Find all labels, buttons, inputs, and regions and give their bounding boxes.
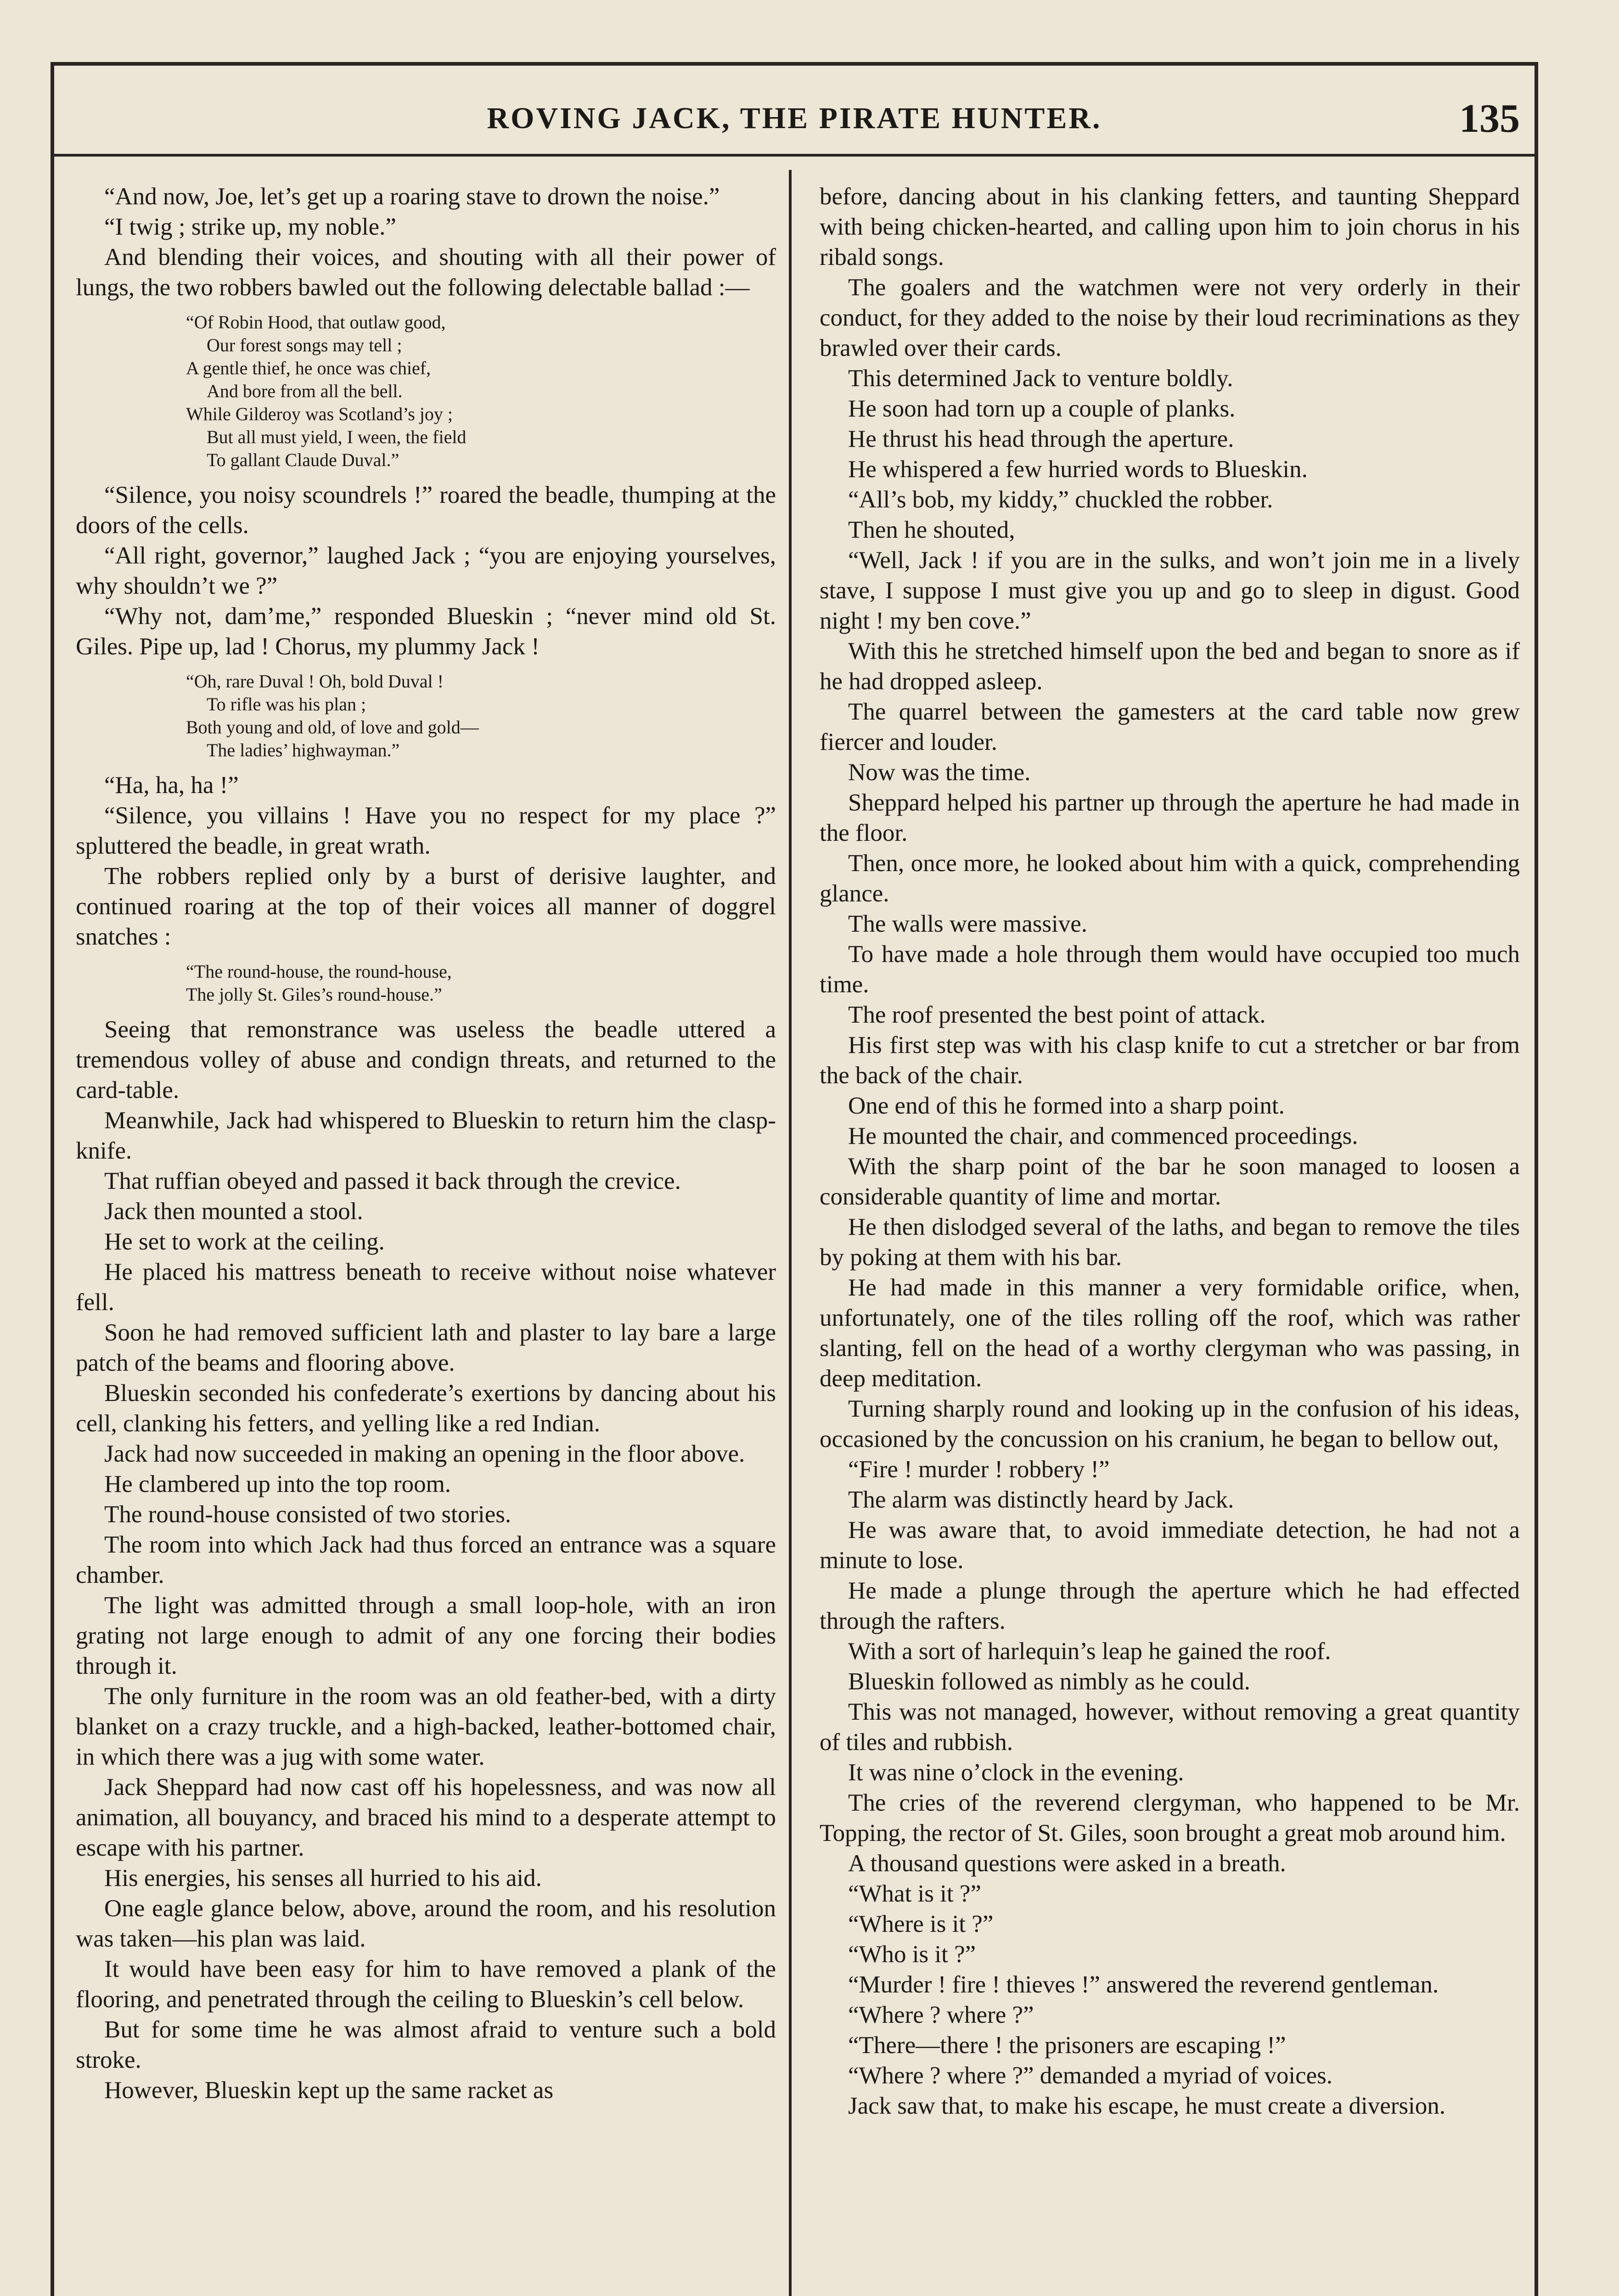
paragraph: Sheppard helped his partner up through the aperture he had made in the floor. [820,789,1520,846]
paragraph: With a sort of harlequin’s leap he gained the roof. [848,1638,1331,1665]
page-number: 135 [1459,96,1520,141]
paragraph: With this he stretched himself upon the bed and began to snore as if he had dropped asleep. [820,638,1520,695]
paragraph: The alarm was distinctly heard by Jack. [848,1486,1234,1513]
verse-line: “Oh, rare Duval ! Oh, bold Duval ! [186,671,444,692]
paragraph: His energies, his senses all hurried to his aid. [104,1865,542,1891]
paragraph: That ruffian obeyed and passed it back through the crevice. [104,1168,681,1194]
paragraph: He placed his mattress beneath to receive without noise whatever fell. [76,1259,776,1316]
paragraph: Soon he had removed sufficient lath and plaster to lay bare a large patch of the beams and flooring above. [76,1319,776,1376]
paragraph: “Silence, you villains ! Have you no respect for my place ?” spluttered the beadle, in great wrath. [76,802,776,859]
paragraph: It would have been easy for him to have removed a plank of the flooring, and penetrated through the ceiling to Blueskin’s cell below. [76,1956,776,2013]
paragraph: “All’s bob, my kiddy,” chuckled the robber. [848,486,1273,513]
paragraph: The cries of the reverend clergyman, who happened to be Mr. Topping, the rector of St. Giles, soon brought a great mob around him. [820,1790,1520,1846]
paragraph: Jack then mounted a stool. [104,1198,363,1225]
verse-line: And bore from all the bell. [207,381,403,401]
verse-line: Both young and old, of love and gold— [186,717,479,737]
paragraph: Seeing that remonstrance was useless the beadle uttered a tremendous volley of abuse and condign threats, and returned to the card-table. [76,1016,776,1103]
paragraph: He then dislodged several of the laths, and began to remove the tiles by poking at them with his bar. [820,1214,1520,1271]
paragraph: Turning sharply round and looking up in the confusion of his ideas, occasioned by the concussion on his cranium, he began to bellow out, [820,1396,1520,1452]
paragraph: His first step was with his clasp knife to cut a stretcher or bar from the back of the chair. [820,1032,1520,1089]
paragraph: He whispered a few hurried words to Blueskin. [848,456,1308,483]
running-title: ROVING JACK, THE PIRATE HUNTER. [487,101,1102,135]
paragraph: He clambered up into the top room. [104,1471,451,1497]
verse-line: Our forest songs may tell ; [207,335,402,355]
paragraph: This was not managed, however, without removing a great quantity of tiles and rubbish. [820,1699,1520,1756]
paragraph: He set to work at the ceiling. [104,1228,385,1255]
paragraph: The walls were massive. [848,911,1087,937]
paragraph: “Who is it ?” [848,1941,976,1968]
paragraph: Then he shouted, [848,517,1015,543]
paragraph: It was nine o’clock in the evening. [848,1759,1184,1786]
paragraph: He mounted the chair, and commenced proceedings. [848,1123,1358,1149]
paragraph: “Silence, you noisy scoundrels !” roared the beadle, thumping at the doors of the cells. [76,482,776,539]
verse-line: “Of Robin Hood, that outlaw good, [186,312,446,332]
paragraph: One end of this he formed into a sharp point. [848,1092,1285,1119]
paragraph: With the sharp point of the bar he soon managed to loosen a considerable quantity of lime and mortar. [820,1153,1520,1210]
paragraph: before, dancing about in his clanking fetters, and taunting Sheppard with being chicken-hearted, and calling upon him to join chorus in his ribald songs. [820,183,1520,270]
ballad-verse-3 [76,960,776,1006]
paragraph: This determined Jack to venture boldly. [848,365,1233,392]
paragraph: Jack had now succeeded in making an opening in the floor above. [104,1441,745,1467]
paragraph: Now was the time. [848,759,1031,786]
paragraph: “There—there ! the prisoners are escaping !” [848,2032,1286,2059]
paragraph: The roof presented the best point of attack. [848,1002,1266,1028]
verse-line: A gentle thief, he once was chief, [186,358,431,378]
paragraph: But for some time he was almost afraid to venture such a bold stroke. [76,2016,776,2073]
verse-line: While Gilderoy was Scotland’s joy ; [186,404,453,424]
paragraph: He was aware that, to avoid immediate detection, he had not a minute to lose. [820,1517,1520,1574]
paragraph: Then, once more, he looked about him with a quick, comprehending glance. [820,850,1520,907]
paragraph: And blending their voices, and shouting with all their power of lungs, the two robbers bawled out the following delectable ballad :— [76,244,776,301]
paragraph: “Why not, dam’me,” responded Blueskin ; “never mind old St. Giles. Pipe up, lad ! Chorus, my plummy Jack ! [76,603,776,660]
right-column [820,181,1520,2121]
paragraph: Meanwhile, Jack had whispered to Blueskin to return him the clasp-knife. [76,1107,776,1164]
paragraph: To have made a hole through them would have occupied too much time. [820,941,1520,998]
paragraph: The light was admitted through a small loop-hole, with an iron grating not large enough to admit of any one forcing their bodies through it. [76,1592,776,1679]
paragraph: He soon had torn up a couple of planks. [848,395,1236,422]
paragraph: “Ha, ha, ha !” [104,772,239,799]
paragraph: “I twig ; strike up, my noble.” [104,214,396,240]
paragraph: The round-house consisted of two stories. [104,1501,512,1528]
paragraph: “Where is it ?” [848,1911,994,1937]
paragraph: “And now, Joe, let’s get up a roaring stave to drown the noise.” [104,183,720,210]
paragraph: Blueskin seconded his confederate’s exertions by dancing about his cell, clanking his fetters, and yelling like a red Indian. [76,1380,776,1437]
paragraph: Jack Sheppard had now cast off his hopelessness, and was now all animation, all bouyancy, and braced his mind to a desperate attempt to escape with his partner. [76,1774,776,1861]
verse-line: The ladies’ highwayman.” [207,740,400,760]
verse-line: To rifle was his plan ; [207,694,366,715]
verse-line: To gallant Claude Duval.” [207,450,399,470]
paragraph: “Murder ! fire ! thieves !” answered the reverend gentleman. [848,1971,1439,1998]
paragraph: One eagle glance below, above, around the room, and his resolution was taken—his plan was laid. [76,1895,776,1952]
paragraph: He thrust his head through the aperture. [848,426,1234,452]
paragraph: “What is it ?” [848,1880,981,1907]
left-column [76,181,776,2105]
verse-line: But all must yield, I ween, the field [207,427,467,447]
header-rule [51,154,1538,157]
paragraph: However, Blueskin kept up the same racket as [104,2077,554,2104]
paragraph: The room into which Jack had thus forced an entrance was a square chamber. [76,1531,776,1588]
paragraph: “Where ? where ?” demanded a myriad of voices. [848,2062,1333,2089]
paragraph: The only furniture in the room was an old feather-bed, with a dirty blanket on a crazy truckle, and a high-backed, leather-bottomed chair, in which there was a jug with some water. [76,1683,776,1770]
paragraph: Blueskin followed as nimbly as he could. [848,1668,1250,1695]
paragraph: The robbers replied only by a burst of derisive laughter, and continued roaring at the top of their voices all manner of doggrel snatches : [76,863,776,950]
paragraph: The goalers and the watchmen were not very orderly in their conduct, for they added to the noise by their loud recriminations as they brawled over their cards. [820,274,1520,361]
paragraph: The quarrel between the gamesters at the card table now grew fiercer and louder. [820,698,1520,755]
paragraph: “Well, Jack ! if you are in the sulks, and won’t join me in a lively stave, I suppose I must give you up and go to sleep in digust. Good night ! my ben cove.” [820,547,1520,634]
paragraph: “Fire ! murder ! robbery !” [848,1456,1110,1483]
column-divider [789,170,792,2296]
verse-line: “The round-house, the round-house, [186,961,452,982]
paragraph: A thousand questions were asked in a breath. [848,1850,1286,1877]
ballad-verse-1 [76,311,776,472]
paragraph: “Where ? where ?” [848,2002,1034,2028]
paragraph: “All right, governor,” laughed Jack ; “you are enjoying yourselves, why shouldn’t we ?” [76,542,776,599]
paragraph: He made a plunge through the aperture which he had effected through the rafters. [820,1577,1520,1634]
ballad-verse-2 [76,670,776,762]
paragraph: He had made in this manner a very formidable orifice, when, unfortunately, one of the tiles rolling off the roof, which was rather slanting, fell on the head of a worthy clergyman who was passing, in deep meditation. [820,1274,1520,1392]
paragraph: Jack saw that, to make his escape, he must create a diversion. [848,2093,1445,2119]
page-header [69,92,1520,152]
verse-line: The jolly St. Giles’s round-house.” [186,984,442,1005]
